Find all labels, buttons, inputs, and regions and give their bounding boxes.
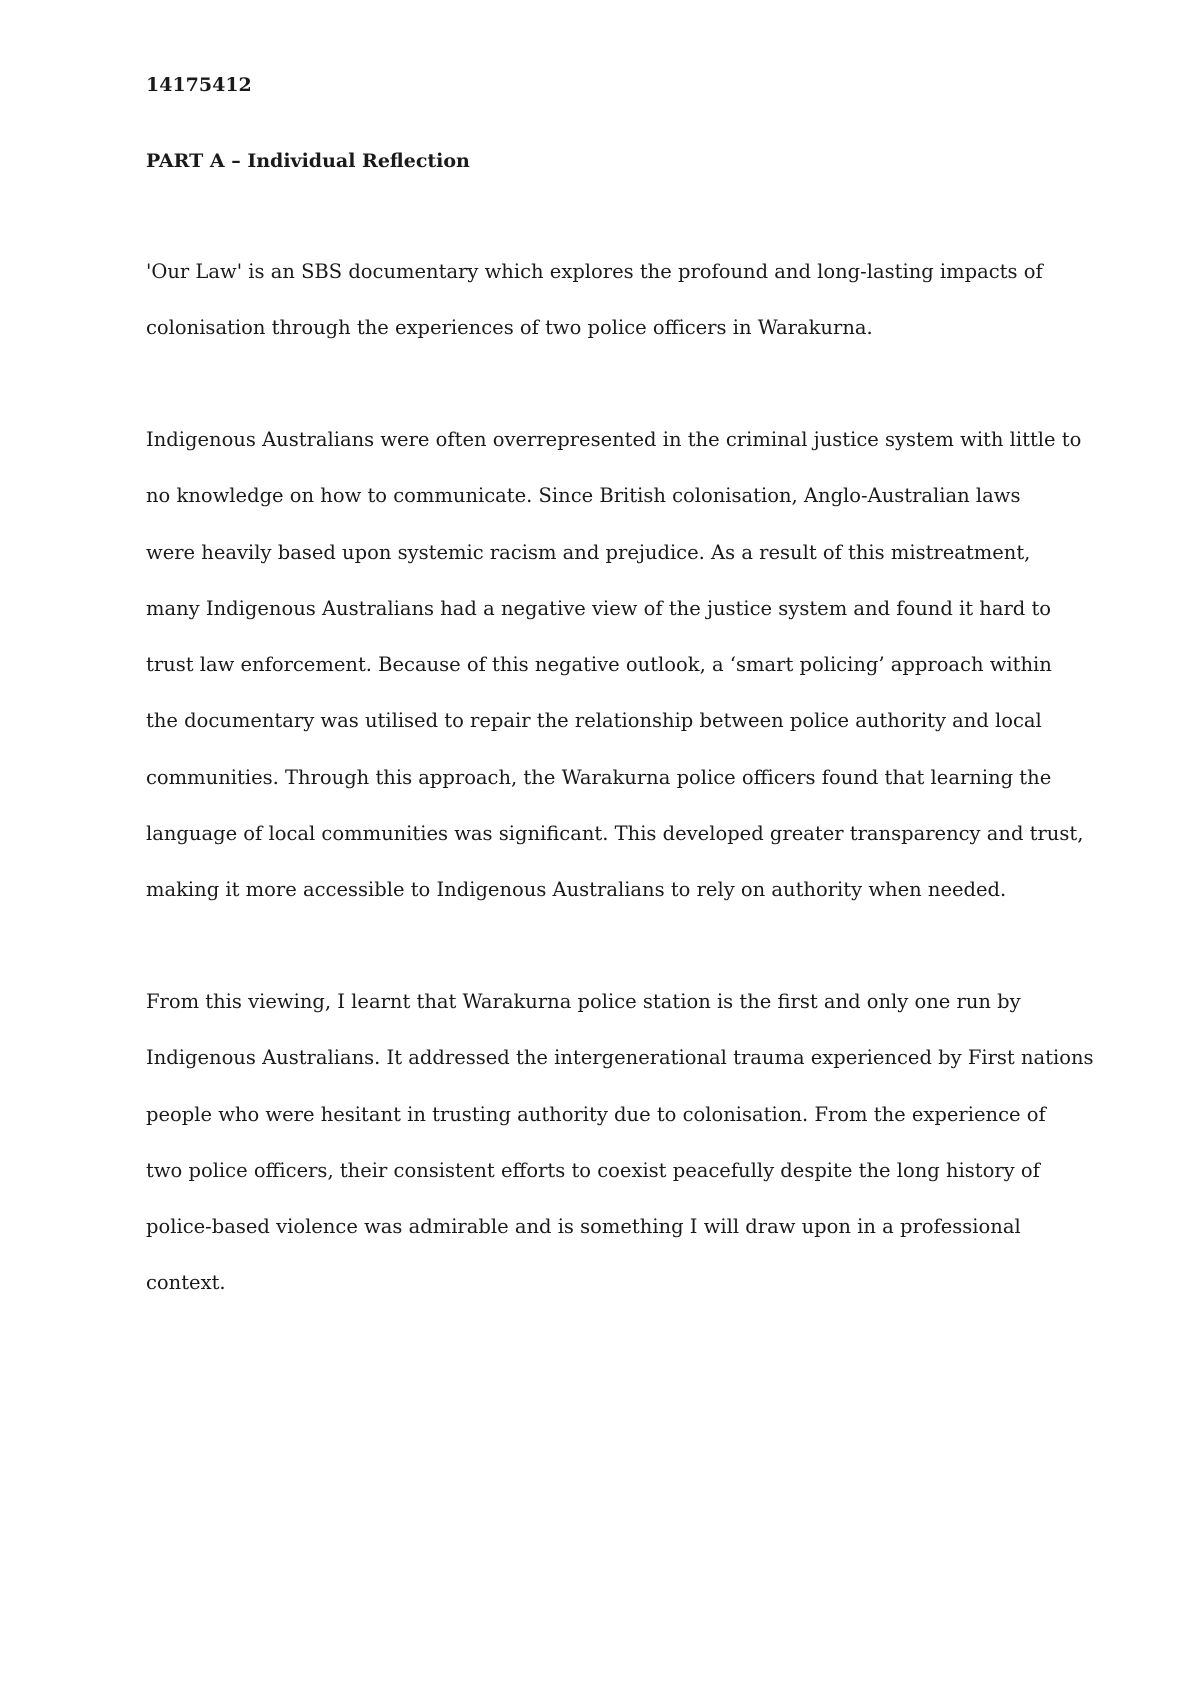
paragraph-conclusion bbox=[146, 974, 1094, 1312]
paragraph-line: Indigenous Australians were often overrepresented in the criminal justice system with little to bbox=[146, 428, 1082, 451]
section-heading: PART A – Individual Reflection bbox=[146, 150, 470, 172]
paragraph-body bbox=[146, 412, 1084, 919]
paragraph-line: communities. Through this approach, the Warakurna police officers found that learning the bbox=[146, 765, 1052, 789]
student-id: 14175412 bbox=[146, 74, 252, 96]
paragraph-line: context. bbox=[146, 1271, 226, 1295]
paragraph-line: the documentary was utilised to repair the relationship between police authority and local bbox=[146, 709, 1042, 733]
paragraph-line: Indigenous Australians. It addressed the intergenerational trauma experienced by First nations bbox=[146, 1046, 1094, 1070]
paragraph-line: no knowledge on how to communicate. Since British colonisation, Anglo-Australian laws bbox=[146, 484, 1021, 508]
paragraph-line: many Indigenous Australians had a negative view of the justice system and found it hard to bbox=[146, 596, 1052, 620]
paragraph-line: making it more accessible to Indigenous Australians to rely on authority when needed. bbox=[146, 878, 1007, 902]
paragraph-line: trust law enforcement. Because of this negative outlook, a ‘smart policing’ approach within bbox=[146, 653, 1052, 677]
paragraph-line: From this viewing, I learnt that Warakurna police station is the first and only one run by bbox=[146, 990, 1021, 1013]
paragraph-line: people who were hesitant in trusting authority due to colonisation. From the experience of bbox=[146, 1102, 1046, 1126]
paragraph-line: were heavily based upon systemic racism and prejudice. As a result of this mistreatment, bbox=[146, 540, 1031, 564]
paragraph-line: colonisation through the experiences of two police officers in Warakurna. bbox=[146, 316, 873, 340]
paragraph-line: police-based violence was admirable and is something I will draw upon in a professional bbox=[146, 1215, 1021, 1239]
paragraph-line: two police officers, their consistent efforts to coexist peacefully despite the long history of bbox=[146, 1158, 1040, 1182]
paragraph-intro bbox=[146, 244, 1076, 357]
paragraph-line: 'Our Law' is an SBS documentary which explores the profound and long-lasting impacts of bbox=[146, 260, 1043, 283]
paragraph-line: language of local communities was significant. This developed greater transparency and trust, bbox=[146, 822, 1084, 846]
